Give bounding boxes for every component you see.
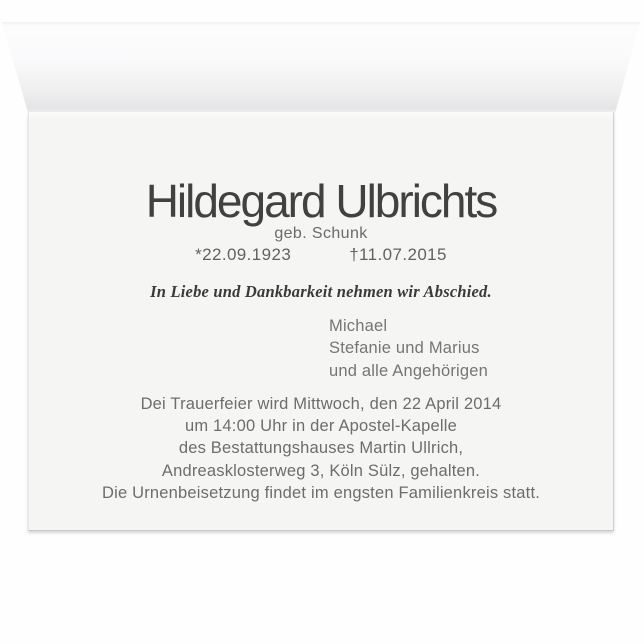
announcement-line: Andreasklosterweg 3, Köln Sülz, gehalten. [161, 461, 481, 480]
announcement-line: des Bestattungshauses Martin Ullrich, [178, 439, 464, 458]
mourner-line: Michael [329, 317, 388, 335]
life-dates [29, 245, 613, 265]
mourner-line: und alle Angehörigen [329, 361, 489, 380]
announcement-line: um 14:00 Uhr in der Apostel-Kapelle [184, 417, 458, 436]
deceased-name: Hildegard Ulbrichts [145, 175, 497, 227]
mourner-line: Stefanie und Marius [329, 339, 480, 358]
announcement-line: Die Urnenbeisetzung findet im engsten Familienkreis statt. [101, 483, 541, 502]
funeral-announcement [29, 393, 613, 504]
announcement-line: Dei Trauerfeier wird Mittwoch, den 22 April 2014 [140, 395, 502, 413]
birth-date: *22.09.1923 [195, 245, 292, 264]
death-date: †11.07.2015 [349, 245, 447, 264]
condolence-line: In Liebe und Dankbarkeit nehmen wir Abschied. [150, 282, 492, 301]
card-top-flap [2, 22, 640, 113]
mourners-list [329, 315, 488, 382]
maiden-name: geb. Schunk [274, 225, 368, 242]
card-inner-page [28, 112, 614, 531]
